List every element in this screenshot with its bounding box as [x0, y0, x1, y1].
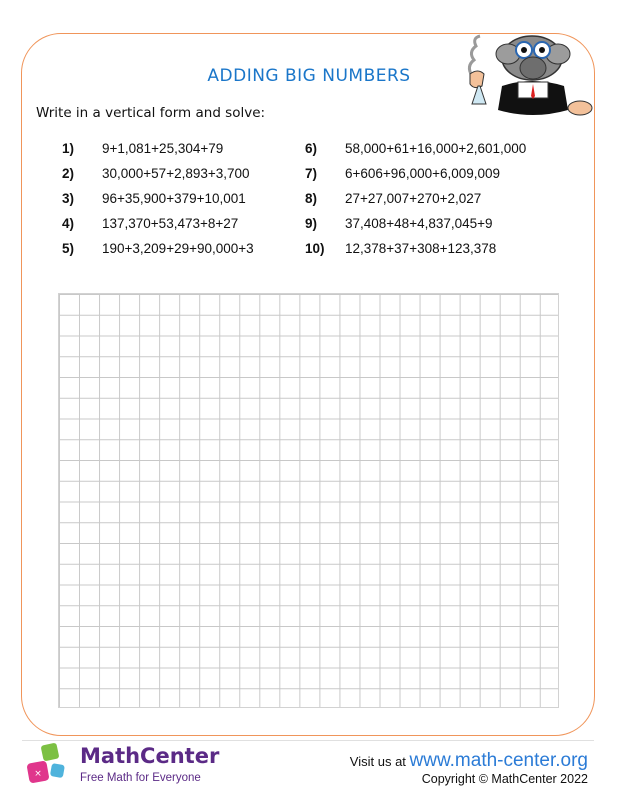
problem-number: 8)	[305, 191, 318, 206]
visit-us	[350, 750, 588, 772]
worksheet-title: ADDING BIG NUMBERS	[207, 66, 411, 86]
problem-number: 2)	[62, 166, 75, 181]
problem-number: 5)	[62, 241, 75, 256]
website-link[interactable]: www.math-center.org	[409, 750, 588, 771]
visit-label: Visit us at	[349, 754, 410, 769]
mathcenter-logo-icon	[26, 742, 70, 786]
problem-number: 1)	[62, 141, 75, 156]
problem-expression: 96+35,900+379+10,001	[102, 191, 246, 206]
problem-expression: 9+1,081+25,304+79	[102, 141, 224, 156]
problem-expression: 137,370+53,473+8+27	[102, 216, 239, 231]
problem-number: 7)	[305, 166, 318, 181]
svg-text:×: ×	[34, 769, 42, 779]
problem-number: 3)	[62, 191, 75, 206]
problem-expression: 6+606+96,000+6,009,009	[345, 166, 501, 181]
brand-tagline: Free Math for Everyone	[80, 772, 201, 784]
graph-paper-grid	[58, 293, 559, 708]
brand-name: MathCenter	[80, 744, 220, 768]
problem-expression: 58,000+61+16,000+2,601,000	[345, 141, 527, 156]
problem-expression: 190+3,209+29+90,000+3	[102, 241, 254, 256]
problem-number: 10)	[305, 241, 325, 256]
problem-number: 6)	[305, 141, 318, 156]
copyright-text: Copyright © MathCenter 2022	[421, 772, 588, 786]
problem-expression: 30,000+57+2,893+3,700	[102, 166, 250, 181]
problem-expression: 37,408+48+4,837,045+9	[345, 216, 493, 231]
problem-expression: 27+27,007+270+2,027	[345, 191, 482, 206]
problem-expression: 12,378+37+308+123,378	[345, 241, 497, 256]
instructions-text: Write in a vertical form and solve:	[36, 105, 266, 121]
problem-number: 9)	[305, 216, 318, 231]
footer-divider	[22, 740, 594, 741]
problem-number: 4)	[62, 216, 75, 231]
